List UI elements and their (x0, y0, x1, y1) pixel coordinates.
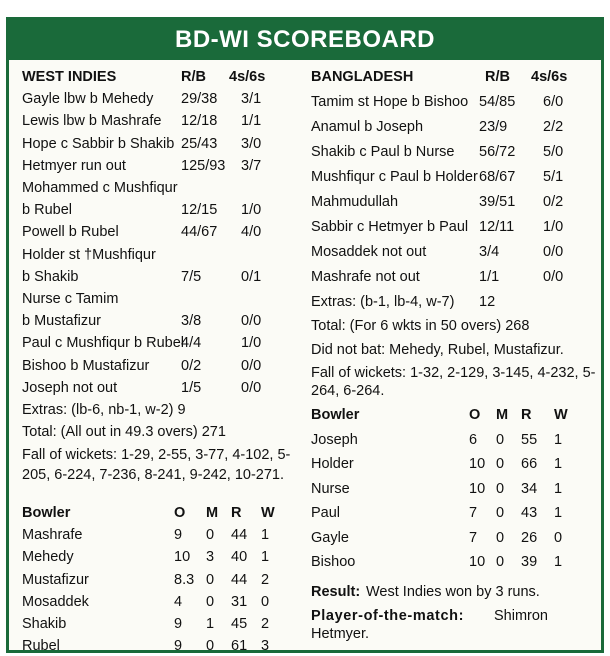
bowler-w: 0 (261, 593, 270, 610)
bowler-r: 43 (521, 505, 538, 521)
bowler-o: 9 (174, 616, 183, 632)
bowler-m: 0 (496, 456, 505, 472)
bowler-w: 1 (261, 527, 270, 544)
bowling-header: W (554, 407, 568, 423)
sf-header: 4s/6s (229, 69, 266, 85)
extras-value: 12 (479, 294, 496, 310)
batting-sf: 3/7 (241, 157, 262, 174)
bowler-name: Mustafizur (22, 571, 89, 588)
batting-rb: 125/93 (181, 157, 226, 174)
batting-name: Hope c Sabbir b Shakib (22, 135, 175, 152)
batting-name: Mushfiqur c Paul b Holder (311, 169, 478, 185)
batting-sf: 3/1 (241, 91, 262, 108)
bowler-w: 2 (261, 616, 270, 632)
bowler-r: 31 (231, 593, 248, 610)
potm-text: Shimron Hetmyer. (311, 608, 548, 642)
bowler-m: 0 (206, 638, 215, 655)
batting-sf: 3/0 (241, 135, 262, 152)
total-line: Total: (For 6 wkts in 50 overs) 268 (311, 318, 530, 334)
bowler-o: 7 (469, 505, 478, 521)
batting-sf: 0/0 (543, 269, 564, 285)
bowler-r: 26 (521, 529, 538, 546)
bowling-header: Bowler (311, 407, 360, 423)
bowler-w: 2 (261, 571, 270, 588)
bowler-r: 39 (521, 554, 538, 570)
batting-rb: 39/51 (479, 194, 516, 210)
fall-of-wickets: Fall of wickets: 1-29, 2-55, 3-77, 4-102, 5-205, 6-224, 7-236, 8-241, 9-242, 10-271. (22, 447, 291, 484)
team-heading: BANGLADESH (311, 69, 414, 85)
batting-rb: 3/8 (181, 313, 202, 330)
bowling-header: O (174, 505, 186, 521)
batting-sf: 4/0 (241, 224, 262, 241)
batting-rb: 3/4 (479, 244, 500, 260)
bowler-r: 40 (231, 549, 248, 566)
batting-rb: 56/72 (479, 144, 516, 160)
batting-name: Gayle lbw b Mehedy (22, 91, 154, 108)
batting-name: Mosaddek not out (311, 244, 427, 260)
batting-rb: 54/85 (479, 94, 516, 110)
bowler-w: 1 (554, 505, 563, 521)
bowler-w: 1 (554, 480, 563, 497)
bowler-name: Mashrafe (22, 527, 83, 544)
batting-name: Lewis lbw b Mashrafe (22, 113, 162, 130)
batting-name: Anamul b Joseph (311, 119, 424, 135)
bowler-r: 45 (231, 616, 248, 632)
fall-of-wickets: Fall of wickets: 1-32, 2-129, 3-145, 4-232, 5-264, 6-264. (311, 365, 596, 399)
batting-sf: 5/0 (543, 144, 564, 160)
batting-name: Tamim st Hope b Bishoo (311, 94, 469, 110)
batting-sf: 0/0 (543, 244, 564, 260)
batting-sf: 0/2 (543, 194, 564, 210)
batting-name: Paul c Mushfiqur b Rubel (22, 335, 184, 352)
bowler-m: 0 (496, 554, 505, 570)
bowler-w: 3 (261, 638, 270, 655)
batting-name: Mashrafe not out (311, 269, 420, 285)
rb-header: R/B (485, 69, 510, 85)
bowler-name: Gayle (311, 529, 349, 546)
batting-rb: 4/4 (181, 335, 202, 352)
bowler-w: 1 (554, 431, 563, 448)
batting-name: Sabbir c Hetmyer b Paul (311, 219, 469, 235)
batting-sf: 2/2 (543, 119, 564, 135)
bowler-r: 34 (521, 480, 538, 497)
bowling-header: R (231, 505, 242, 521)
bowler-o: 8.3 (174, 571, 195, 588)
rb-header: R/B (181, 69, 206, 85)
bowler-name: Joseph (311, 431, 358, 448)
batting-name: Mahmudullah (311, 194, 399, 210)
bowler-o: 10 (174, 549, 191, 566)
bowler-w: 1 (554, 456, 563, 472)
batting-sf: 1/0 (543, 219, 564, 235)
bowler-m: 0 (496, 480, 505, 497)
batting-name: Powell b Rubel (22, 224, 119, 241)
bowler-r: 61 (231, 638, 248, 655)
batting-name: Mohammed c Mushfiqur (22, 180, 178, 196)
batting-rb: 23/9 (479, 119, 508, 135)
bowler-m: 0 (496, 505, 505, 521)
batting-name: Holder st †Mushfiqur (22, 246, 156, 263)
batting-name: Nurse c Tamim (22, 291, 119, 307)
bowling-header: Bowler (22, 505, 71, 521)
batting-rb: 0/2 (181, 357, 202, 374)
scoreboard-card (6, 17, 604, 653)
batting-name: Shakib c Paul b Nurse (311, 144, 455, 160)
bowler-r: 66 (521, 456, 538, 472)
batting-rb: 12/11 (479, 219, 515, 235)
bowler-o: 10 (469, 554, 486, 570)
batting-rb: 29/38 (181, 91, 218, 108)
batting-rb: 68/67 (479, 169, 516, 185)
bowler-o: 9 (174, 638, 183, 655)
batting-name: b Shakib (22, 268, 79, 285)
bowler-m: 0 (496, 431, 505, 448)
batting-sf: 5/1 (543, 169, 564, 185)
team-heading: WEST INDIES (22, 69, 117, 85)
batting-name: b Mustafizur (22, 313, 101, 330)
bowler-o: 6 (469, 431, 478, 448)
bowler-r: 55 (521, 431, 538, 448)
extras-line: Extras: (lb-6, nb-1, w-2) 9 (22, 402, 186, 418)
extras-line: Extras: (b-1, lb-4, w-7) (311, 294, 455, 310)
bowler-m: 0 (206, 571, 215, 588)
batting-name: Hetmyer run out (22, 157, 126, 174)
batting-rb: 7/5 (181, 268, 202, 285)
bowler-name: Mosaddek (22, 593, 89, 610)
bowler-w: 1 (554, 554, 563, 570)
batting-name: Bishoo b Mustafizur (22, 357, 150, 374)
batting-sf: 1/1 (241, 113, 262, 130)
bowler-w: 1 (261, 549, 270, 566)
bowler-name: Bishoo (311, 554, 356, 570)
bowler-name: Holder (311, 456, 354, 472)
bowler-o: 10 (469, 456, 486, 472)
bowler-r: 44 (231, 527, 248, 544)
total-line: Total: (All out in 49.3 overs) 271 (22, 424, 226, 441)
bowler-o: 9 (174, 527, 183, 544)
batting-sf: 1/0 (241, 202, 262, 219)
bowler-name: Paul (311, 505, 341, 521)
bowler-name: Rubel (22, 638, 60, 655)
bowling-header: W (261, 505, 275, 521)
bowler-m: 0 (496, 529, 505, 546)
result-label: Result: (311, 584, 361, 600)
bowling-header: O (469, 407, 481, 423)
bowler-o: 10 (469, 480, 486, 497)
bowler-m: 3 (206, 549, 215, 566)
batting-sf: 0/0 (241, 357, 262, 374)
bowler-m: 1 (206, 616, 215, 632)
bowling-header: M (206, 505, 219, 521)
bowler-w: 0 (554, 529, 563, 546)
bowler-r: 44 (231, 571, 248, 588)
bowler-name: Mehedy (22, 549, 74, 566)
scoreboard-title: BD-WI SCOREBOARD (9, 20, 601, 60)
batting-sf: 1/0 (241, 335, 262, 352)
did-not-bat: Did not bat: Mehedy, Rubel, Mustafizur. (311, 342, 564, 358)
result-text: West Indies won by 3 runs. (366, 584, 540, 600)
batting-rb: 1/1 (479, 269, 500, 285)
bowler-o: 7 (469, 529, 478, 546)
bowling-header: M (496, 407, 509, 423)
batting-sf: 0/0 (241, 379, 262, 396)
batting-sf: 0/1 (241, 268, 262, 285)
batting-rb: 25/43 (181, 135, 218, 152)
bowler-m: 0 (206, 593, 215, 610)
bowler-m: 0 (206, 527, 215, 544)
batting-sf: 0/0 (241, 313, 262, 330)
batting-name: Joseph not out (22, 379, 118, 396)
bowling-header: R (521, 407, 532, 423)
batting-sf: 6/0 (543, 94, 564, 110)
potm-label: Player-of-the-match: (311, 608, 464, 624)
bowler-o: 4 (174, 593, 183, 610)
sf-header: 4s/6s (531, 69, 568, 85)
batting-rb: 1/5 (181, 379, 202, 396)
batting-rb: 12/15 (181, 202, 218, 219)
bowler-name: Shakib (22, 616, 67, 632)
batting-rb: 12/18 (181, 113, 218, 130)
batting-name: b Rubel (22, 202, 72, 219)
bowler-name: Nurse (311, 480, 350, 497)
batting-rb: 44/67 (181, 224, 218, 241)
